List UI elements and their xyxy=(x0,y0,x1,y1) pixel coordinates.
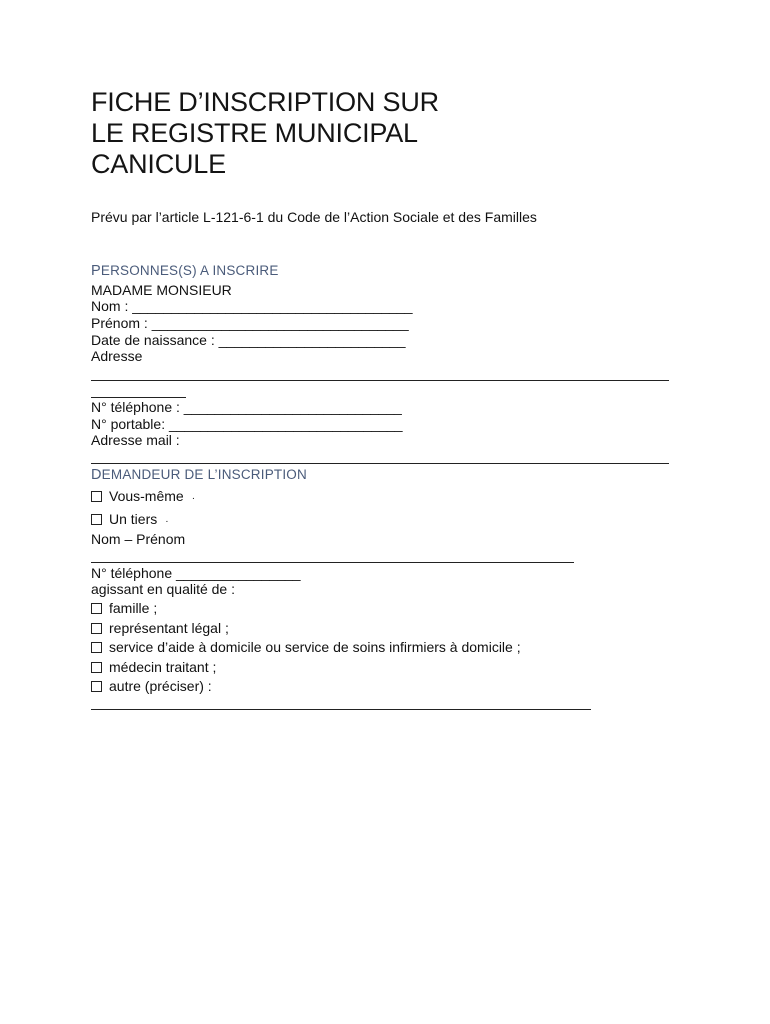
telephone-field[interactable]: N° téléphone : ____________________________ xyxy=(91,399,402,415)
option-label: Un tiers xyxy=(109,511,158,527)
title-line-2: LE REGISTRE MUNICIPAL xyxy=(91,118,418,148)
section-heading-rest: ERSONNES(S) A INSCRIRE xyxy=(100,263,279,278)
un-tiers-option[interactable] xyxy=(91,511,169,530)
portable-field[interactable]: N° portable: ______________________________ xyxy=(91,416,403,432)
mail-line[interactable] xyxy=(91,463,669,464)
checkbox[interactable] xyxy=(91,514,102,525)
option-label: service d’aide à domicile ou service de soins infirmiers à domicile ; xyxy=(109,639,521,655)
section-heading-initial: P xyxy=(91,263,101,279)
section-heading-initial: D xyxy=(91,467,102,483)
option-service-aide[interactable] xyxy=(91,639,521,656)
checkbox[interactable] xyxy=(91,642,102,653)
vous-meme-option[interactable] xyxy=(91,488,195,507)
nom-prenom-line[interactable] xyxy=(91,562,574,563)
option-label: famille ; xyxy=(109,600,158,616)
checkbox[interactable] xyxy=(91,681,102,692)
checkbox[interactable] xyxy=(91,623,102,634)
civility-line[interactable]: MADAME MONSIEUR xyxy=(91,282,232,298)
date-naissance-field[interactable]: Date de naissance : ________________________ xyxy=(91,332,406,348)
adresse-label: Adresse xyxy=(91,348,143,364)
option-medecin-traitant[interactable] xyxy=(91,659,216,676)
option-label: représentant légal ; xyxy=(109,620,229,636)
option-famille[interactable] xyxy=(91,600,157,617)
nom-field[interactable]: Nom : ____________________________________ xyxy=(91,298,413,314)
nom-prenom-label: Nom – Prénom xyxy=(91,531,186,547)
marker-dot: · xyxy=(165,516,169,527)
option-label: autre (préciser) : xyxy=(109,678,212,694)
section-heading-persons xyxy=(91,263,279,279)
adresse-line-2[interactable] xyxy=(91,397,186,398)
checkbox[interactable] xyxy=(91,491,102,502)
prenom-field[interactable]: Prénom : _________________________________ xyxy=(91,315,409,331)
adresse-line-1[interactable] xyxy=(91,380,669,381)
autre-line[interactable] xyxy=(91,709,591,710)
option-label: Vous-même xyxy=(109,488,184,504)
option-representant-legal[interactable] xyxy=(91,620,229,637)
tiers-telephone-field[interactable]: N° téléphone ________________ xyxy=(91,565,301,581)
qualite-label: agissant en qualité de : xyxy=(91,581,235,597)
document-title xyxy=(91,87,439,180)
checkbox[interactable] xyxy=(91,662,102,673)
marker-dot: · xyxy=(191,493,196,504)
section-heading-rest: EMANDEUR DE L’INSCRIPTION xyxy=(101,467,307,482)
checkbox[interactable] xyxy=(91,603,102,614)
option-autre[interactable] xyxy=(91,678,212,695)
title-line-3: CANICULE xyxy=(91,149,226,179)
mail-label: Adresse mail : xyxy=(91,432,180,448)
option-label: médecin traitant ; xyxy=(109,659,217,675)
legal-reference: Prévu par l’article L-121-6-1 du Code de l’Action Sociale et des Familles xyxy=(91,209,537,225)
section-heading-requester xyxy=(91,467,307,483)
title-line-1: FICHE D’INSCRIPTION SUR xyxy=(91,87,439,117)
